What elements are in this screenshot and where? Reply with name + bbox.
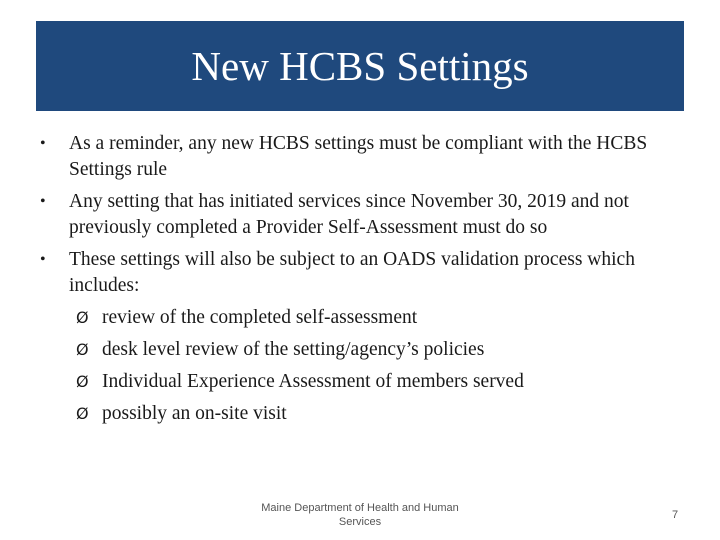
arrow-bullet-icon: Ø [76, 404, 89, 423]
slide-body [40, 131, 680, 427]
sub-item [76, 401, 680, 427]
sub-item-text: review of the completed self-assessment [102, 307, 418, 328]
bullet-text: As a reminder, any new HCBS settings must be compliant with the HCBS Settings rule [69, 133, 648, 180]
bullet-text: Any setting that has initiated services since November 30, 2019 and not previously completed a Provider Self-Assessment must do so [69, 191, 629, 238]
sub-item [76, 337, 680, 363]
bullet-marker: • [40, 251, 46, 268]
title-banner [36, 21, 684, 111]
bullet-item [40, 189, 680, 241]
bullet-marker: • [40, 193, 46, 210]
sub-item [76, 369, 680, 395]
arrow-bullet-icon: Ø [76, 372, 89, 391]
bullet-marker: • [40, 135, 46, 152]
sub-item [76, 305, 680, 331]
bullet-item [40, 131, 680, 183]
footer-text: Maine Department of Health and Human Services [261, 502, 459, 528]
slide-title: New HCBS Settings [191, 42, 529, 89]
bullet-item [40, 247, 680, 299]
arrow-bullet-icon: Ø [76, 340, 89, 359]
arrow-bullet-icon: Ø [76, 308, 89, 327]
sub-item-text: Individual Experience Assessment of members served [102, 371, 524, 392]
sub-list [40, 305, 680, 427]
sub-item-text: possibly an on-site visit [102, 403, 287, 424]
bullet-text: These settings will also be subject to an OADS validation process which includes: [69, 249, 635, 296]
page-number: 7 [671, 509, 679, 521]
sub-item-text: desk level review of the setting/agency’s policies [102, 339, 485, 360]
